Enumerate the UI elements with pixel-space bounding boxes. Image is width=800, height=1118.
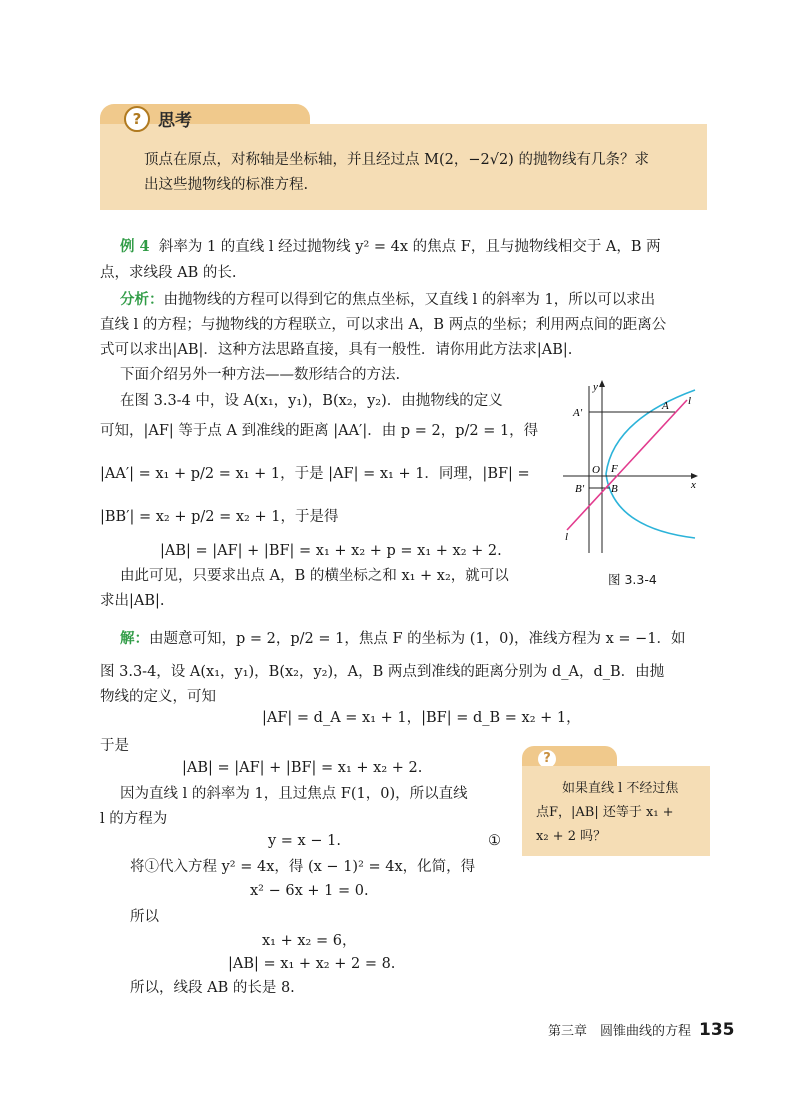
- solution-text-1: 由题意可知，p = 2，p/2 = 1，焦点 F 的坐标为 (1，0)，准线方程为 x = −1．如: [149, 631, 686, 647]
- label-a-prime: A′: [573, 407, 583, 419]
- solution-line-1: [120, 628, 686, 650]
- solution-line-14: |AB| = x₁ + x₂ + 2 = 8.: [228, 956, 396, 972]
- analysis-line-4: 下面介绍另外一种方法——数形结合的方法.: [120, 367, 401, 383]
- label-b-prime: B′: [575, 483, 585, 495]
- analysis-line-3: 式可以求出|AB|．这种方法思路直接，具有一般性．请你用此方法求|AB|.: [100, 342, 573, 358]
- label-f: F: [611, 463, 618, 475]
- analysis-line-9: |AB| = |AF| + |BF| = x₁ + x₂ + p = x₁ + x₂ + 2.: [160, 543, 502, 559]
- solution-line-3: 物线的定义，可知: [100, 689, 216, 705]
- label-x: x: [691, 479, 696, 491]
- solution-label: 解：: [120, 630, 149, 647]
- analysis-line-6: 可知，|AF| 等于点 A 到准线的距离 |AA′|．由 p = 2，p/2 = 1，得: [100, 423, 539, 439]
- example-line-2: 点，求线段 AB 的长.: [100, 265, 237, 281]
- solution-line-11: x² − 6x + 1 = 0.: [250, 883, 369, 899]
- analysis-line-10: 由此可见，只要求出点 A，B 的横坐标之和 x₁ + x₂，就可以: [120, 568, 509, 584]
- think-box: [100, 124, 707, 210]
- solution-line-9: y = x − 1.: [268, 833, 341, 849]
- analysis-line-11: 求出|AB|.: [100, 593, 165, 609]
- figure-3-3-4: [555, 378, 705, 558]
- label-l-bottom: l: [565, 531, 569, 543]
- label-a: A: [662, 400, 669, 412]
- analysis-line-8: |BB′| = x₂ + p/2 = x₂ + 1，于是得: [100, 509, 339, 525]
- analysis-line-2: 直线 l 的方程；与抛物线的方程联立，可以求出 A，B 两点的坐标；利用两点间的距离公: [100, 317, 667, 333]
- think-line-2: 出这些抛物线的标准方程.: [144, 177, 309, 193]
- equation-marker: ①: [488, 833, 501, 849]
- figure-caption: 图 3.3-4: [608, 572, 657, 587]
- example-text-1: 斜率为 1 的直线 l 经过抛物线 y² = 4x 的焦点 F，且与抛物线相交于 A，B 两: [158, 239, 661, 255]
- analysis-label: 分析：: [120, 291, 164, 308]
- solution-line-12: 所以: [130, 909, 159, 925]
- label-o: O: [592, 464, 600, 476]
- solution-line-5: 于是: [100, 738, 129, 754]
- question-icon: ?: [124, 106, 150, 132]
- analysis-line-1: [120, 289, 655, 311]
- example-label: 例 4: [120, 238, 150, 255]
- solution-line-10: 将①代入方程 y² = 4x，得 (x − 1)² = 4x，化简，得: [130, 859, 476, 875]
- label-l-top: l: [688, 395, 692, 407]
- solution-line-13: x₁ + x₂ = 6，: [262, 933, 357, 949]
- solution-line-7: 因为直线 l 的斜率为 1，且过焦点 F(1，0)，所以直线: [120, 786, 468, 802]
- think-line-1: 顶点在原点，对称轴是坐标轴，并且经过点 M(2，−2√2) 的抛物线有几条？求: [144, 152, 649, 168]
- solution-line-15: 所以，线段 AB 的长是 8.: [130, 980, 295, 996]
- solution-line-2: 图 3.3-4，设 A(x₁，y₁)，B(x₂，y₂)，A，B 两点到准线的距离分别为 d_A，d_B．由抛: [100, 664, 665, 680]
- sidebox-line-2: 点F，|AB| 还等于 x₁ +: [536, 805, 674, 820]
- analysis-line-5: 在图 3.3-4 中，设 A(x₁，y₁)，B(x₂，y₂)．由抛物线的定义: [120, 393, 503, 409]
- analysis-line-7: |AA′| = x₁ + p/2 = x₁ + 1，于是 |AF| = x₁ + 1．同理，|BF| =: [100, 466, 530, 482]
- sidebox-line-1: 如果直线 l 不经过焦: [562, 781, 679, 796]
- label-b: B: [611, 483, 618, 495]
- example-line-1: [120, 236, 661, 258]
- analysis-text-1: 由抛物线的方程可以得到它的焦点坐标，又直线 l 的斜率为 1，所以可以求出: [163, 292, 656, 308]
- label-y: y: [593, 381, 598, 393]
- line-l: [567, 400, 687, 530]
- think-title: 思考: [158, 111, 192, 131]
- page-footer: [548, 1020, 735, 1040]
- sidebox-line-3: x₂ + 2 吗？: [536, 829, 607, 844]
- side-question-box: [522, 766, 710, 856]
- solution-line-6: |AB| = |AF| + |BF| = x₁ + x₂ + 2.: [182, 760, 423, 776]
- chapter-title: 第三章 圆锥曲线的方程: [548, 1024, 692, 1039]
- y-axis-arrow: [599, 380, 605, 387]
- solution-line-4: |AF| = d_A = x₁ + 1，|BF| = d_B = x₂ + 1，: [262, 710, 581, 726]
- question-icon: ?: [538, 750, 556, 768]
- page-number: 135: [699, 1020, 735, 1040]
- solution-line-8: l 的方程为: [100, 811, 168, 827]
